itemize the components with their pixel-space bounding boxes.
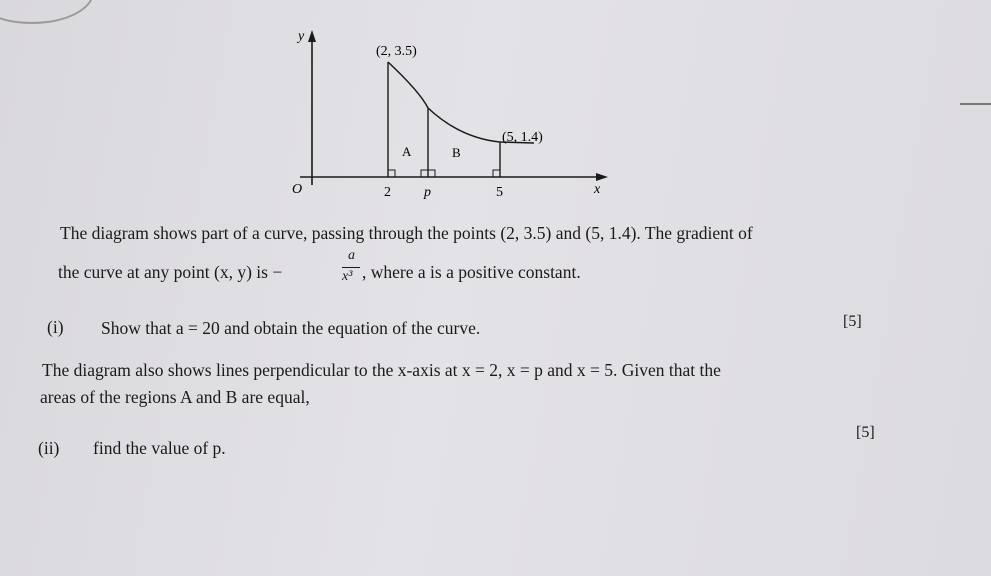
body-line-2: areas of the regions A and B are equal, (40, 387, 310, 407)
right-angle-p-right (428, 170, 435, 177)
x-axis-arrow (596, 173, 608, 181)
y-axis-arrow (308, 30, 316, 42)
question-1-marks: [5] (843, 313, 862, 330)
intro-line-2-a: the curve at any point (x, y) is − (58, 262, 283, 282)
fraction-denominator: x³ (342, 269, 353, 284)
intro-line-2-b: , where a is a positive constant. (362, 262, 581, 282)
question-2-marks: [5] (856, 424, 875, 441)
intro-line-1: The diagram shows part of a curve, passing through the points (2, 3.5) and (5, 1.4). The gradient of (60, 223, 753, 243)
tick-5-label: 5 (496, 185, 503, 200)
right-angle-5 (493, 170, 500, 177)
right-angle-p-left (421, 170, 428, 177)
question-1-label: (i) (47, 317, 64, 337)
tick-p-label: p (424, 185, 431, 200)
origin-label: O (292, 182, 303, 197)
point-2-label: (5, 1.4) (502, 130, 543, 145)
right-angle-2 (388, 170, 395, 177)
fraction-numerator: a (348, 248, 355, 263)
fraction-bar (342, 267, 360, 268)
region-b-label: B (452, 145, 461, 160)
question-1-text: Show that a = 20 and obtain the equation of the curve. (101, 318, 481, 338)
y-axis-label: y (298, 29, 305, 44)
region-a-label: A (402, 144, 412, 159)
question-2-text: find the value of p. (93, 438, 226, 458)
tick-2-label: 2 (384, 185, 391, 200)
x-axis-label: x (594, 182, 601, 197)
body-line-1: The diagram also shows lines perpendicular to the x-axis at x = 2, x = p and x = 5. Given that the (42, 360, 721, 380)
question-2-label: (ii) (38, 438, 60, 458)
point-1-label: (2, 3.5) (376, 44, 417, 59)
